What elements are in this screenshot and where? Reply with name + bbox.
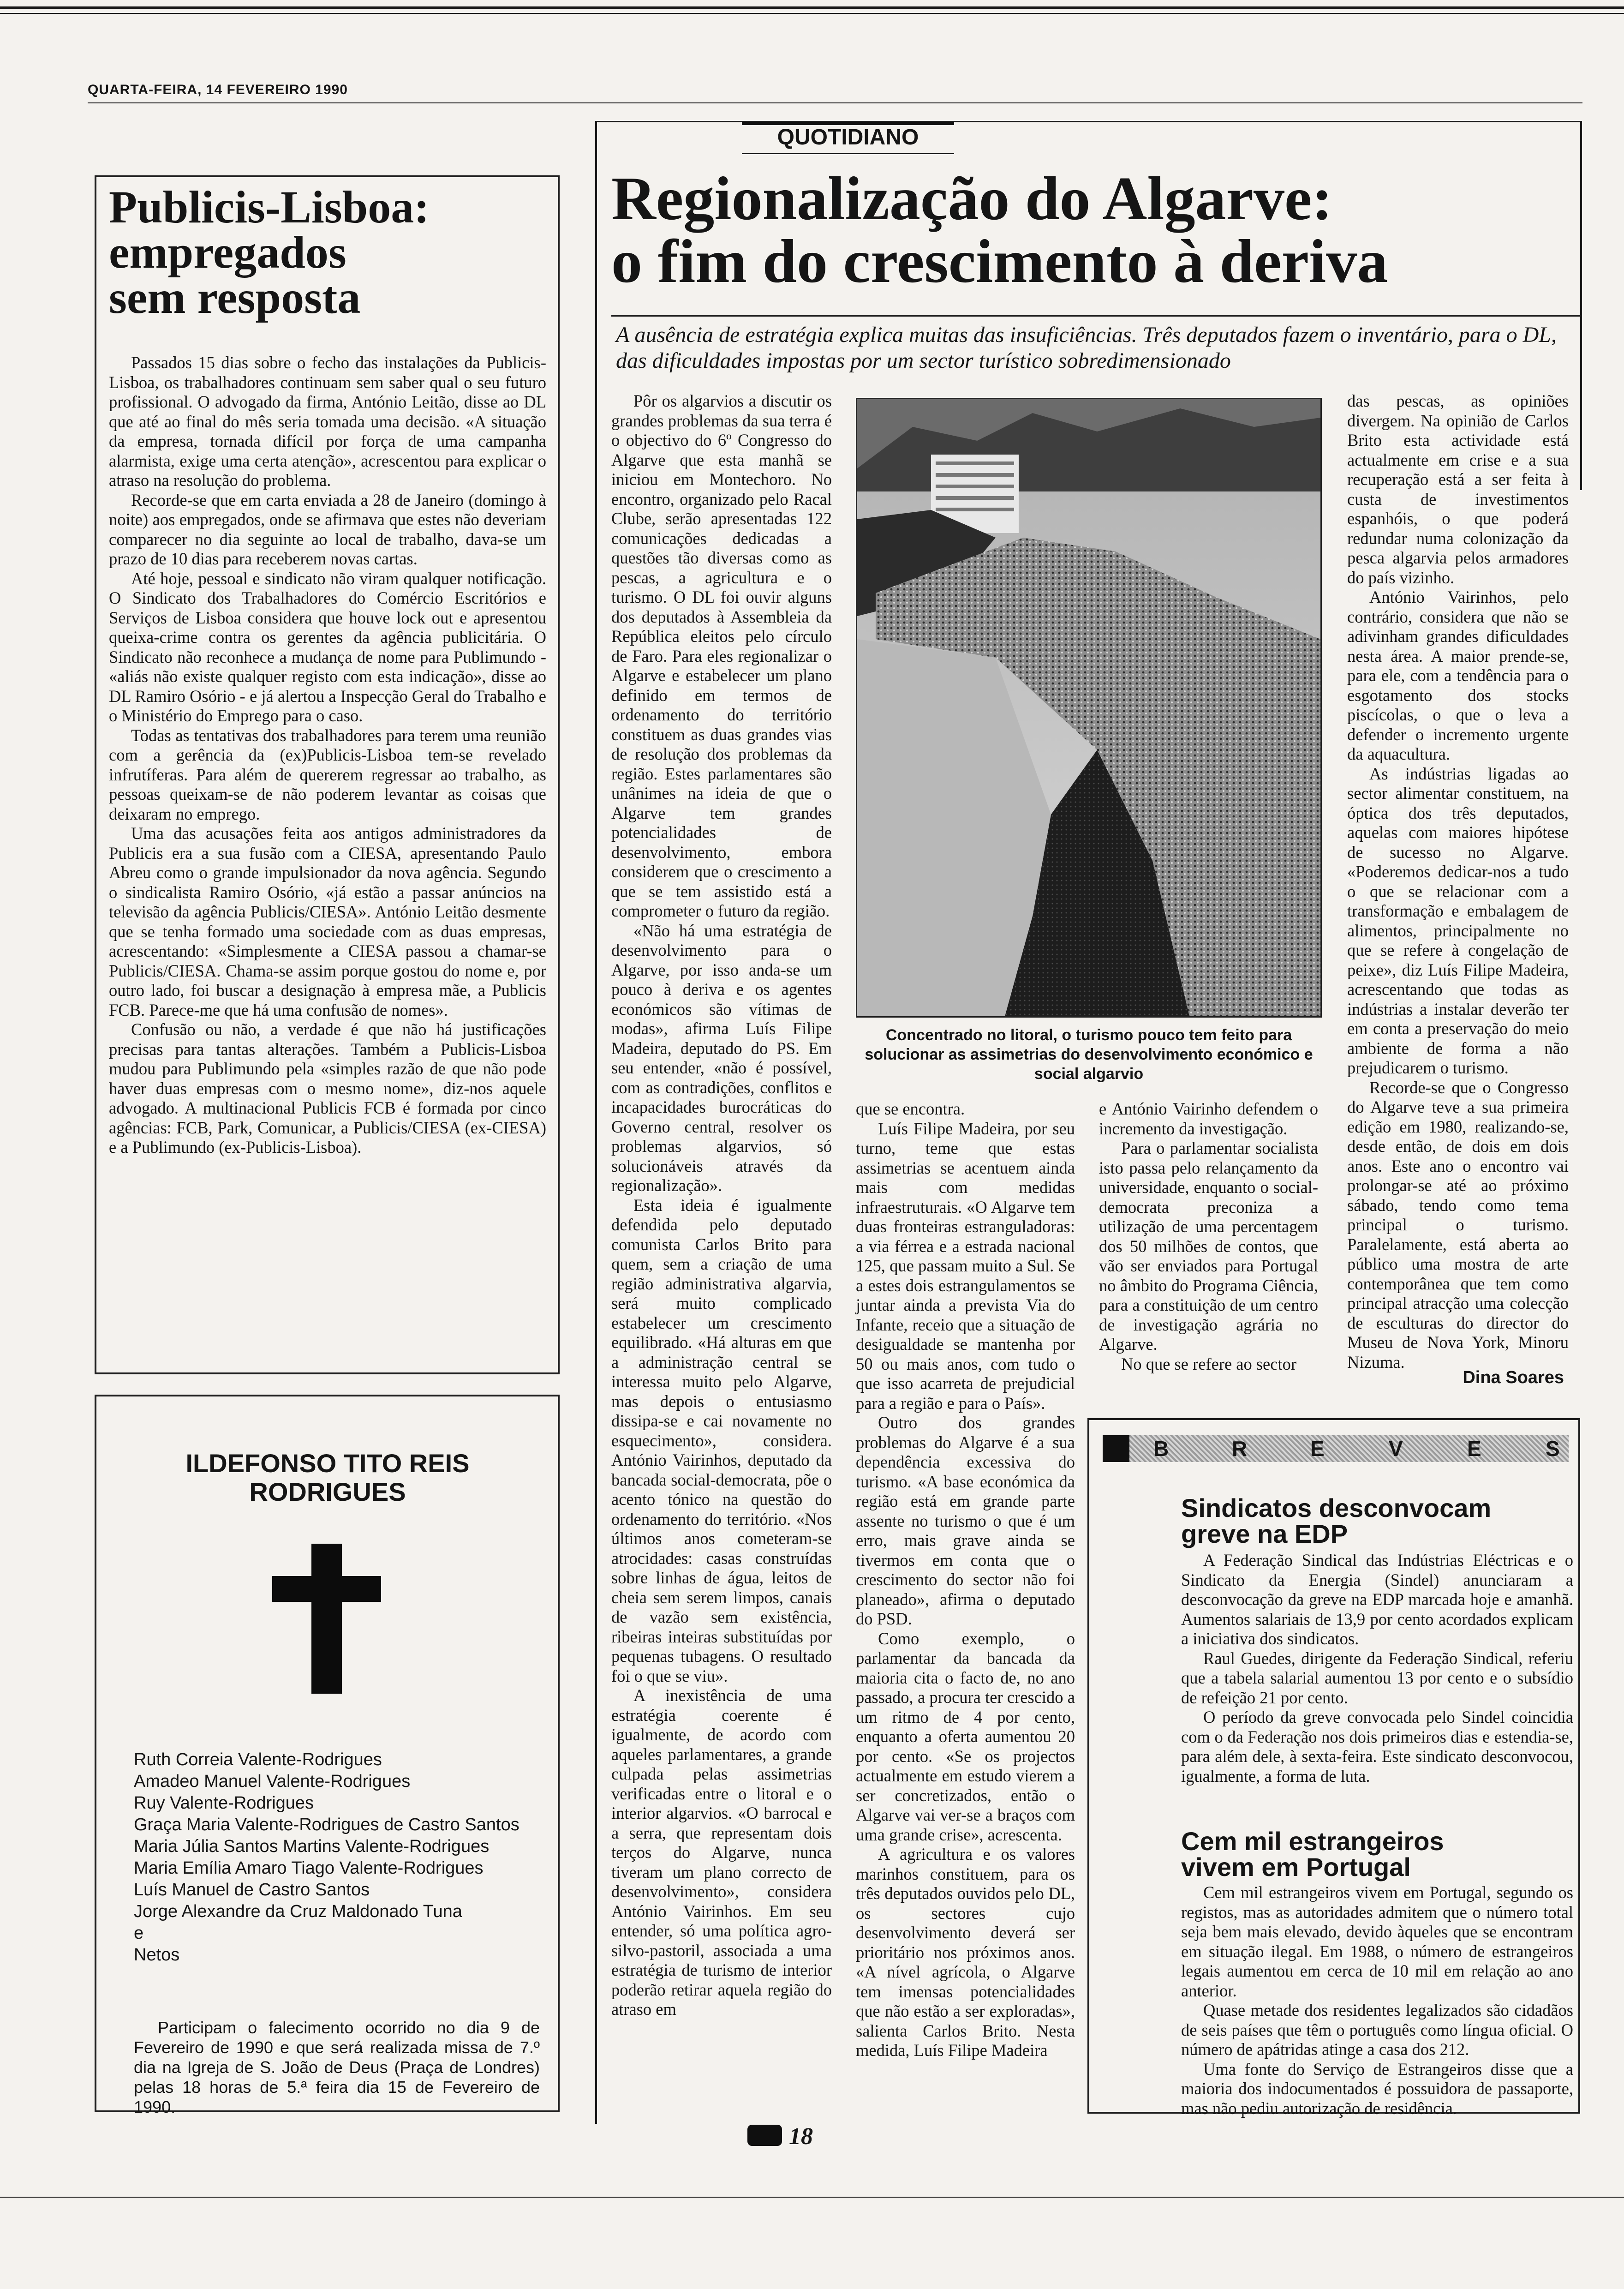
dl-logo [747, 2125, 782, 2146]
main-headline [611, 164, 1603, 295]
publicis-body [109, 353, 546, 1157]
family-member: Luís Manuel de Castro Santos [134, 1880, 370, 1900]
family-member: Ruy Valente-Rodrigues [134, 1793, 314, 1813]
article-column-1 [611, 391, 832, 2019]
page-number: 18 [789, 2123, 813, 2150]
obituary-notice: Participam o falecimento ocorrido no dia 9 de Fevereiro de 1990 e que será realizada missa de 7.º dia na Igreja de S. João de Deus (Praça de Londres) pelas 18 horas de 5.ª feira dia 15 de Fevereiro de 1990. [134, 2018, 540, 2116]
breves-letter: S [1546, 1437, 1560, 1461]
obituary-name-line: RODRIGUES [249, 1477, 406, 1506]
main-frame-left [595, 121, 597, 2124]
photo-caption: Concentrado no litoral, o turismo pouco tem feito para solucionar as assimetrias do desenvolvimento económico e social algarvio [865, 1026, 1313, 1083]
beach-photo [856, 398, 1322, 1018]
paragraph: Recorde-se que em carta enviada a 28 de Janeiro (domingo à noite) aos empregados, onde se afirmava que estes não deveriam comparecer no dia seguinte ao local de trabalho, dava-se um prazo de 10 dias para receberem novas cartas. [109, 490, 546, 568]
cross-icon [311, 1544, 342, 1694]
brief-title-line: Cem mil estrangeiros [1181, 1827, 1444, 1856]
paragraph: A inexistência de uma estratégia coerente é igualmente, de acordo com aqueles parlamentares, a grande culpada pelas assimetrias verificadas entre o litoral e o interior algarvios. «O barrocal e a serra, que representam dois terços do Algarve, nunca tiveram um plano correcto de desenvolvimento», considera António Vairinhos. Em seu entender, só uma política agro-silvo-pastoril, associada a uma estratégia de turismo de interior poderão retirar aquela região do atraso em [611, 1686, 832, 2019]
paragraph: Até hoje, pessoal e sindicato não viram qualquer notificação. O Sindicato dos Trabalhadores do Comércio Escritórios e Serviços de Lisboa considera que houve lock out e apresentou queixa-crime contra os gerentes da agência publicitária. O Sindicato não reconhece a mudança de nome para Publimundo - «aliás não existe qualquer registo com esta indicação», disse ao DL Ramiro Osório - e já alertou a Inspecção Geral do Trabalho e o Ministério do Emprego para o caso. [109, 569, 546, 725]
publicis-title-line: sem resposta [109, 272, 361, 323]
paragraph: «Não há uma estratégia de desenvolvimento para o Algarve, por isso anda-se um pouco à deriva e os agentes económicos são vítimas de modas», afirma Luís Filipe Madeira, deputado do PS. Em seu entender, «não é possível, com as contradições, conflitos e incapacidades burocráticas do Governo central, resolver os problemas algarvios, só solucionáveis através da regionalização». [611, 921, 832, 1195]
section-label: QUOTIDIANO [777, 125, 919, 150]
bottom-rule [0, 2197, 1624, 2198]
family-member: Maria Emília Amaro Tiago Valente-Rodrigues [134, 1858, 484, 1878]
publicis-title-line: empregados [109, 227, 346, 278]
paragraph: e António Vairinho defendem o incremento da investigação. [1099, 1099, 1318, 1138]
paragraph: Uma fonte do Serviço de Estrangeiros disse que a maioria dos indocumentados é possuidora de passaporte, mas não pediu autorização de residência. [1181, 2059, 1573, 2118]
paragraph: Outro dos grandes problemas do Algarve é a sua dependência excessiva do turismo. «A base económica da região está em grande parte assente no turismo o que é um erro, mais grave ainda se tivermos em conta que o crescimento do sector não foi planeado», afirma o deputado do PSD. [856, 1413, 1075, 1628]
family-member: Ruth Correia Valente-Rodrigues [134, 1750, 382, 1769]
publicis-title-line: Publicis-Lisboa: [109, 181, 430, 233]
paragraph: Cem mil estrangeiros vivem em Portugal, segundo os registos, mas as autoridades admitem que o número total seja bem mais elevado, devido àqueles que se encontram em situação ilegal. Em 1988, o número de estrangeiros legais aumentou em cerca de 10 mil em relação ao ano anterior. [1181, 1883, 1573, 2000]
paragraph: Como exemplo, o parlamentar da bancada da maioria cita o facto de, no ano passado, a procura ter crescido a um ritmo de 4 por cento, enquanto a oferta aumentou 20 por cento. «Se os projectos actualmente em estudo vierem a ser concretizados, então o Algarve vai ver-se a braços com uma grande crise», acrescenta. [856, 1629, 1075, 1844]
paragraph: Quase metade dos residentes legalizados são cidadãos de seis países que têm o português como língua oficial. O número de apátridas atinge a casa dos 212. [1181, 2001, 1573, 2059]
paragraph: As indústrias ligadas ao sector alimentar constituem, na óptica dos três deputados, aquelas com maiores hipótese de sucesso no Algarve. «Poderemos dedicar-nos a tudo o que se relacionar com a transformação e embalagem de alimentos, principalmente no que se refere à congelação de peixe», diz Luís Filipe Madeira, acrescentando que todas as indústrias a instalar deverão ter em conta a preservação do meio ambiente de forma a não prejudicarem o turismo. [1347, 764, 1569, 1077]
brief-title-line: vivem em Portugal [1181, 1852, 1411, 1882]
headline-line: Regionalização do Algarve: [611, 164, 1333, 233]
obituary-name-line: ILDEFONSO TITO REIS [185, 1449, 470, 1478]
headline-rule [611, 315, 1580, 317]
paragraph: A Federação Sindical das Indústrias Eléctricas e o Sindicato da Energia (Sindel) anunciaram a desconvocação da greve na EDP marcada hoje e amanhã. Aumentos salariais de 13,9 por cento acordados explicam a iniciativa dos sindicatos. [1181, 1551, 1573, 1648]
paragraph: Uma das acusações feita aos antigos administradores da Publicis era a sua fusão com a CIESA, apresentando Paulo Abreu como o grande impulsionador da nova agência. Segundo o sindicalista Ramiro Osório, «já estão a passar anúncios na televisão da agência Publicis/CIESA». António Leitão desmente que se tenha formado uma sociedade com as duas empresas, acrescentando: «Simplesmente a CIESA passou a chamar-se Publicis/CIESA. Chama-se assim porque gostou do nome e, por outro lado, foi buscar a designação à empresa mãe, a Publicis FCB. Parece-me que há uma confusão de nomes». [109, 824, 546, 1019]
lead-text: A ausência de estratégia explica muitas das insuficiências. Três deputados fazem o inventário, para o DL, das dificuldades impostas por um sector turístico sobredimensionado [616, 323, 1557, 373]
beach-photo-icon [857, 399, 1320, 1016]
family-member: Jorge Alexandre da Cruz Maldonado Tuna [134, 1902, 462, 1921]
family-member: Netos [134, 1945, 180, 1965]
paragraph: Para o parlamentar socialista isto passa pelo relançamento da universidade, enquanto o social-democrata preconiza a utilização de uma percentagem dos 50 milhões de contos, que vão ser enviados para Portugal no âmbito do Programa Ciência, para a constituição de um centro de investigação agrária no Algarve. [1099, 1139, 1318, 1354]
brief-title [1181, 1495, 1559, 1547]
obituary-name [106, 1449, 549, 1506]
breves-letter: E [1467, 1437, 1481, 1461]
paragraph: O período da greve convocada pelo Sindel coincidia com o da Federação nos dois primeiros dias e estendia-se, para além dele, à sexta-feira. Este sindicato desconvocou, igualmente, a forma de luta. [1181, 1708, 1573, 1786]
article-column-3 [1099, 1099, 1318, 1374]
breves-letter: R [1232, 1437, 1248, 1461]
paragraph: Recorde-se que o Congresso do Algarve teve a sua primeira edição em 1980, realizando-se, desde então, de dois em dois anos. Este ano o encontro vai prolongar-se até ao próximo sábado, tendo como tema principal o turismo. Paralelamente, está aberta ao público uma mostra de arte contemporânea que tem como principal atracção uma colecção de esculturas do director do Museu de Nova York, Minoru Nizuma. [1347, 1078, 1569, 1372]
article-column-4 [1347, 391, 1569, 1372]
brief-title [1181, 1828, 1559, 1880]
breves-header [1103, 1435, 1569, 1462]
publicis-title [109, 181, 552, 323]
brief-body [1181, 1551, 1573, 1786]
dateline-rule [88, 102, 1582, 103]
breves-square-icon [1103, 1435, 1129, 1462]
paragraph: No que se refere ao sector [1121, 1354, 1297, 1373]
brief-title-line: Sindicatos desconvocam [1181, 1493, 1492, 1522]
brief-title-line: greve na EDP [1181, 1519, 1348, 1548]
cross-icon [272, 1576, 381, 1602]
paragraph: das pescas, as opiniões divergem. Na opinião de Carlos Brito esta actividade está actualmente em crise e a sua recuperação está a ser feita à custa de investimentos espanhóis, o que poderá redundar numa colonização da pesca algarvia pelos armadores do país vizinho. [1347, 391, 1569, 587]
top-rule-thin [0, 13, 1624, 14]
paragraph: A agricultura e os valores marinhos constituem, para os três deputados ouvidos pelo DL, os sectores cujo desenvolvimento deverá ser prioritário nos próximos anos. «A nível agrícola, o Algarve tem imensas potencialidades que não estão a ser exploradas», salienta Carlos Brito. Nesta medida, Luís Filipe Madeira [856, 1845, 1075, 2060]
family-member: e [134, 1923, 144, 1943]
headline-line: o fim do crescimento à deriva [611, 227, 1388, 295]
byline: Dina Soares [1463, 1368, 1564, 1387]
paragraph: Raul Guedes, dirigente da Federação Sindical, referiu que a tabela salarial aumentou 13 por cento e o subsídio de refeição 21 por cento. [1181, 1648, 1573, 1707]
family-member: Maria Júlia Santos Martins Valente-Rodrigues [134, 1837, 490, 1856]
paragraph: Pôr os algarvios a discutir os grandes problemas da sua terra é o objectivo do 6º Congresso do Algarve que esta manhã se iniciou em Montechoro. No encontro, organizado pelo Racal Clube, serão apresentadas 122 comunicações dedicadas a questões tão diversas como as pescas, a agricultura e o turismo. O DL foi ouvir alguns dos deputados à Assembleia da República eleitos pelo círculo de Faro. Para eles regionalizar o Algarve e estabelecer um plano definido em termos de ordenamento do território constituem as duas grandes vias de resolução dos problemas da região. Estes parlamentares são unânimes na ideia de que o Algarve tem grandes potencialidades de desenvolvimento, embora considerem que o crescimento a que se tem assistido está a comprometer o futuro da região. [611, 391, 832, 920]
article-column-2 [856, 1099, 1075, 2061]
obituary-family-list [134, 1749, 549, 1966]
paragraph: Confusão ou não, a verdade é que não há justificações precisas para tantas alterações. Também a Publicis-Lisboa mudou para Publimundo pela «simples razão de que não pode haver duas empresas com o mesmo nome», diz-nos aquele advogado. A multinacional Publicis FCB é formada por cinco agências: FCB, Park, Comunicar, a Publicis/CIESA (ex-CIESA) e a Publimundo (ex-Publicis-Lisboa). [109, 1020, 546, 1156]
breves-letter: B [1153, 1437, 1169, 1461]
family-member: Graça Maria Valente-Rodrigues de Castro Santos [134, 1815, 519, 1834]
paragraph: que se encontra. [856, 1099, 965, 1118]
paragraph: Todas as tentativas dos trabalhadores para terem uma reunião com a gerência da (ex)Publicis-Lisboa tem-se revelado infrutíferas. Para além de quererem regressar ao trabalho, as pessoas queixam-se de não poderem levantar as coisas que deixaram no emprego. [109, 725, 546, 823]
dateline: QUARTA-FEIRA, 14 FEVEREIRO 1990 [88, 82, 348, 97]
paragraph: Passados 15 dias sobre o fecho das instalações da Publicis-Lisboa, os trabalhadores continuam sem saber qual o seu futuro profissional. O advogado da firma, António Leitão, disse ao DL que até ao final do mês seria tomada uma decisão. «A situação da empresa, tornada difícil por força de uma campanha alarmista, exige uma certa atenção», acrescentou para explicar o atraso na resolução do problema. [109, 353, 546, 490]
breves-letter: V [1389, 1437, 1403, 1461]
paragraph: Luís Filipe Madeira, por seu turno, teme que estas assimetrias se acentuem ainda mais com medidas infraestruturais. «O Algarve tem duas fronteiras estranguladoras: a via férrea e a estrada nacional 125, que passam muito a Sul. Se a estes dois estrangulamentos se juntar ainda a prevista Via do Infante, receio que a situação de desigualdade se mantenha por 50 ou mais anos, com tudo o que isso acarreta de prejudicial para a região e para o País». [856, 1119, 1075, 1413]
breves-letter: E [1310, 1437, 1325, 1461]
brief-body [1181, 1883, 1573, 2118]
family-member: Amadeo Manuel Valente-Rodrigues [134, 1772, 411, 1791]
top-rule [0, 6, 1624, 9]
paragraph: Esta ideia é igualmente defendida pelo deputado comunista Carlos Brito para quem, sem a criação de uma região administrativa algarvia, será muito complicado estabelecer um crescimento equilibrado. «Há alturas em que a administração central se interessa muito pelo Algarve, mas depois o entusiasmo dissipa-se e cai novamente no esquecimento», considera. António Vairinhos, deputado da bancada social-democrata, põe o acento tónico na questão do ordenamento do território. «Nos últimos anos cometeram-se atrocidades: casas construídas sobre linhas de água, leitos de cheia sem serem limpos, canais de vazão sem existência, ribeiras inteiras substituídas por pequenas tubagens. O resultado foi o que se viu». [611, 1195, 832, 1685]
paragraph: António Vairinhos, pelo contrário, considera que não se adivinham grandes dificuldades nesta área. A maior prende-se, para ele, com a tendência para o esgotamento dos stocks piscícolas, o que o leva a defender o incremento urgente da aquacultura. [1347, 587, 1569, 763]
main-frame-top [595, 121, 1582, 122]
